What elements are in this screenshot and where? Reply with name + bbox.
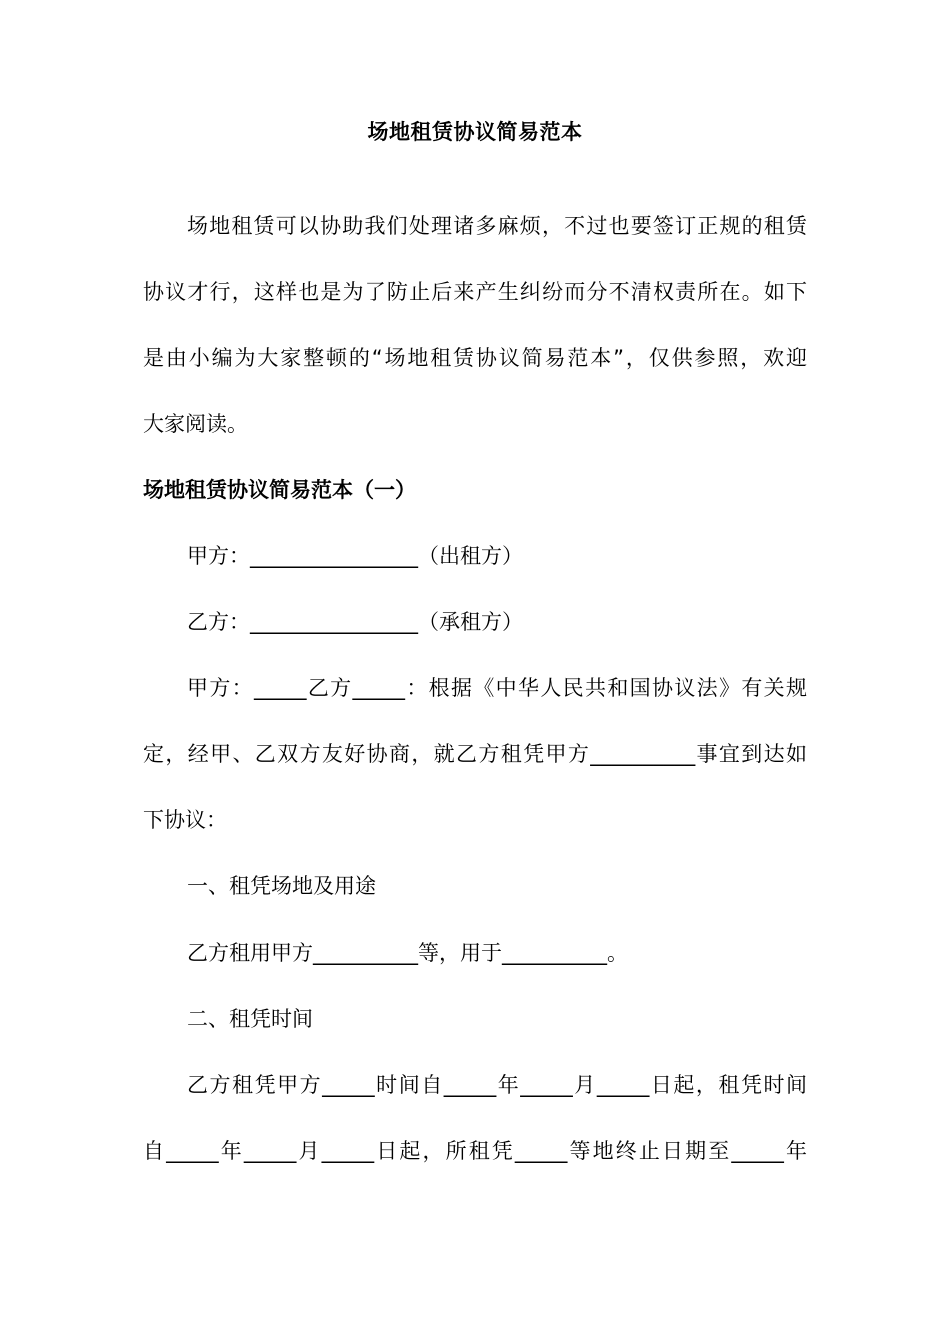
party-a-line: 甲方：________________（出租方）: [187, 544, 523, 568]
clause-1-text: 乙方租用甲方__________等，用于__________。: [187, 941, 628, 965]
party-b-line: 乙方：________________（承租方）: [187, 610, 523, 634]
clause-2-text-2: 自_____年_____月_____日起，所租凭_____等地终止日期至_____年: [143, 1139, 807, 1163]
intro-line-1: 场地租赁可以协助我们处理诸多麻烦，不过也要签订正规的租赁: [187, 214, 807, 238]
section-heading: 场地租赁协议简易范本（一）: [143, 478, 416, 502]
intro-line-4: 大家阅读。: [143, 412, 248, 436]
agreement-line-2: 定，经甲、乙双方友好协商，就乙方租凭甲方__________事宜到达如: [143, 742, 807, 766]
intro-line-3: 是由小编为大家整顿的“场地租赁协议简易范本”，仅供参照，欢迎: [143, 346, 807, 370]
agreement-line-3: 下协议：: [143, 808, 227, 832]
intro-line-2: 协议才行，这样也是为了防止后来产生纠纷而分不清权责所在。如下: [143, 280, 807, 304]
clause-2-text-1: 乙方租凭甲方_____时间自_____年_____月_____日起，租凭时间: [187, 1073, 807, 1097]
clause-2-heading: 二、租凭时间: [187, 1007, 313, 1031]
clause-1-heading: 一、租凭场地及用途: [187, 874, 376, 898]
agreement-line-1: 甲方：_____乙方_____：根据《中华人民共和国协议法》有关规: [187, 676, 807, 700]
document-title: 场地租赁协议简易范本: [367, 120, 583, 144]
